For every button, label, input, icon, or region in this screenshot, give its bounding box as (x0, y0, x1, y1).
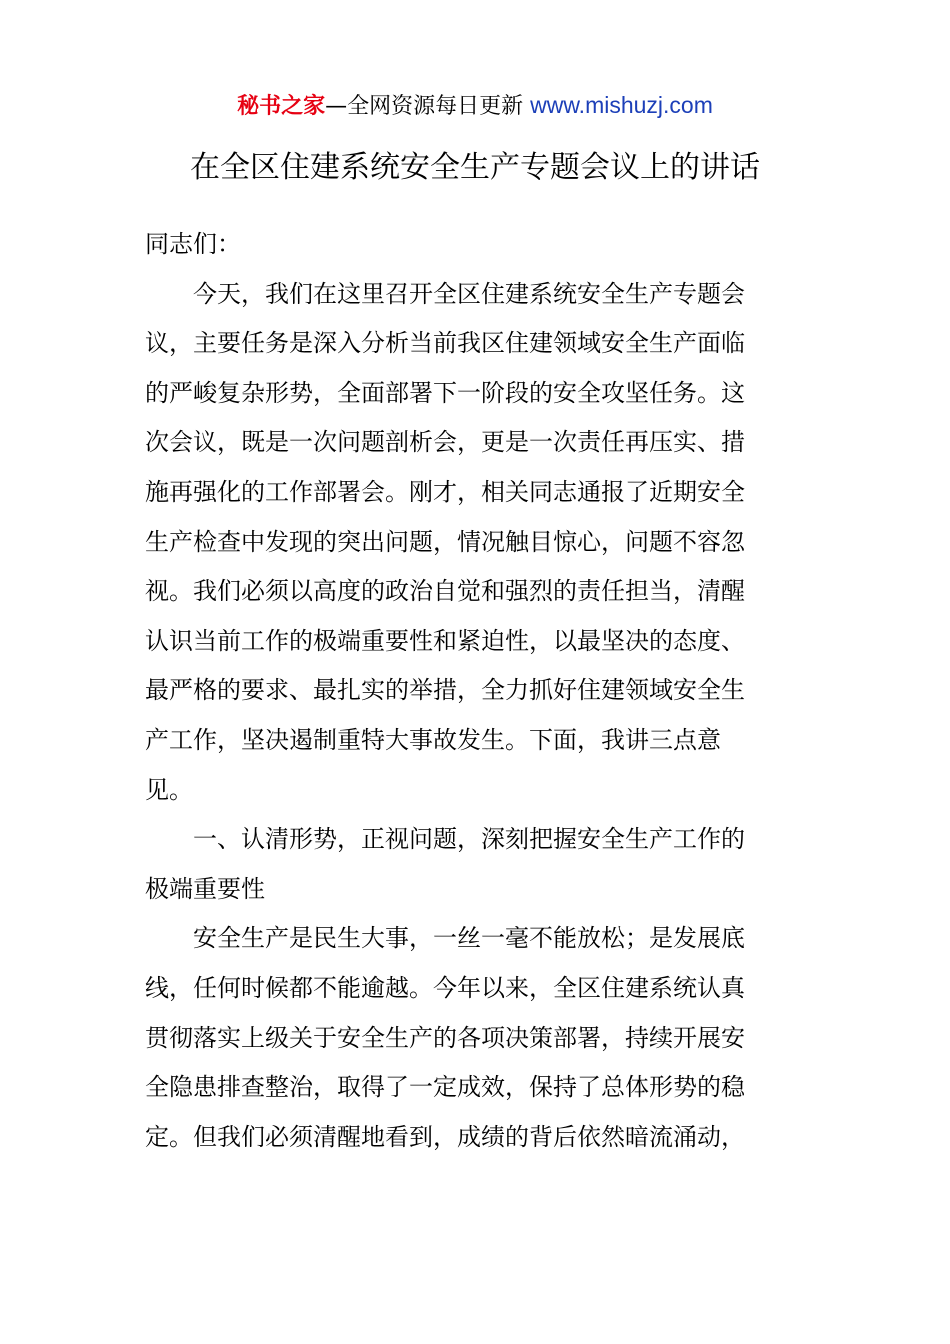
section-heading-1-line-2: 极端重要性 (145, 874, 265, 903)
paragraph-1-line-11: 见。 (145, 775, 193, 804)
paragraph-1-line-4: 次会议，既是一次问题剖析会，更是一次责任再压实、措 (145, 428, 745, 457)
paragraph-2-line-1: 安全生产是民生大事，一丝一毫不能放松；是发展底 (193, 924, 745, 953)
site-url-link[interactable]: www.mishuzj.com (530, 92, 713, 118)
paragraph-1-line-7: 视。我们必须以高度的政治自觉和强烈的责任担当，清醒 (145, 577, 745, 606)
document-body (145, 220, 810, 1162)
paragraph-1-line-6: 生产检查中发现的突出问题，情况触目惊心，问题不容忽 (145, 527, 745, 556)
paragraph-1-line-8: 认识当前工作的极端重要性和紧迫性，以最坚决的态度、 (145, 626, 745, 655)
salutation-line: 同志们： (145, 230, 241, 258)
paragraph-1-line-1: 今天，我们在这里召开全区住建系统安全生产专题会 (193, 279, 745, 308)
site-banner (0, 88, 950, 124)
site-brand-name: 秘书之家 (237, 94, 326, 119)
document-title: 在全区住建系统安全生产专题会议上的讲话 (190, 150, 760, 185)
paragraph-1-line-10: 产工作，坚决遏制重特大事故发生。下面，我讲三点意 (145, 725, 721, 754)
paragraph-1-line-9: 最严格的要求、最扎实的举措，全力抓好住建领域安全生 (145, 676, 745, 705)
paragraph-2-line-4: 全隐患排查整治，取得了一定成效，保持了总体形势的稳 (145, 1073, 745, 1102)
paragraph-2-line-2: 线，任何时候都不能逾越。今年以来，全区住建系统认真 (145, 973, 745, 1002)
paragraph-1-line-5: 施再强化的工作部署会。刚才，相关同志通报了近期安全 (145, 477, 745, 506)
paragraph-2-line-3: 贯彻落实上级关于安全生产的各项决策部署，持续开展安 (145, 1023, 745, 1052)
section-heading-1-line-1: 一、认清形势，正视问题，深刻把握安全生产工作的 (193, 825, 745, 854)
paragraph-2-line-5: 定。但我们必须清醒地看到，成绩的背后依然暗流涌动， (145, 1122, 745, 1151)
site-tagline: —全网资源每日更新 (325, 94, 524, 119)
paragraph-1-line-3: 的严峻复杂形势，全面部署下一阶段的安全攻坚任务。这 (145, 378, 745, 407)
paragraph-1-line-2: 议，主要任务是深入分析当前我区住建领域安全生产面临 (145, 329, 745, 358)
